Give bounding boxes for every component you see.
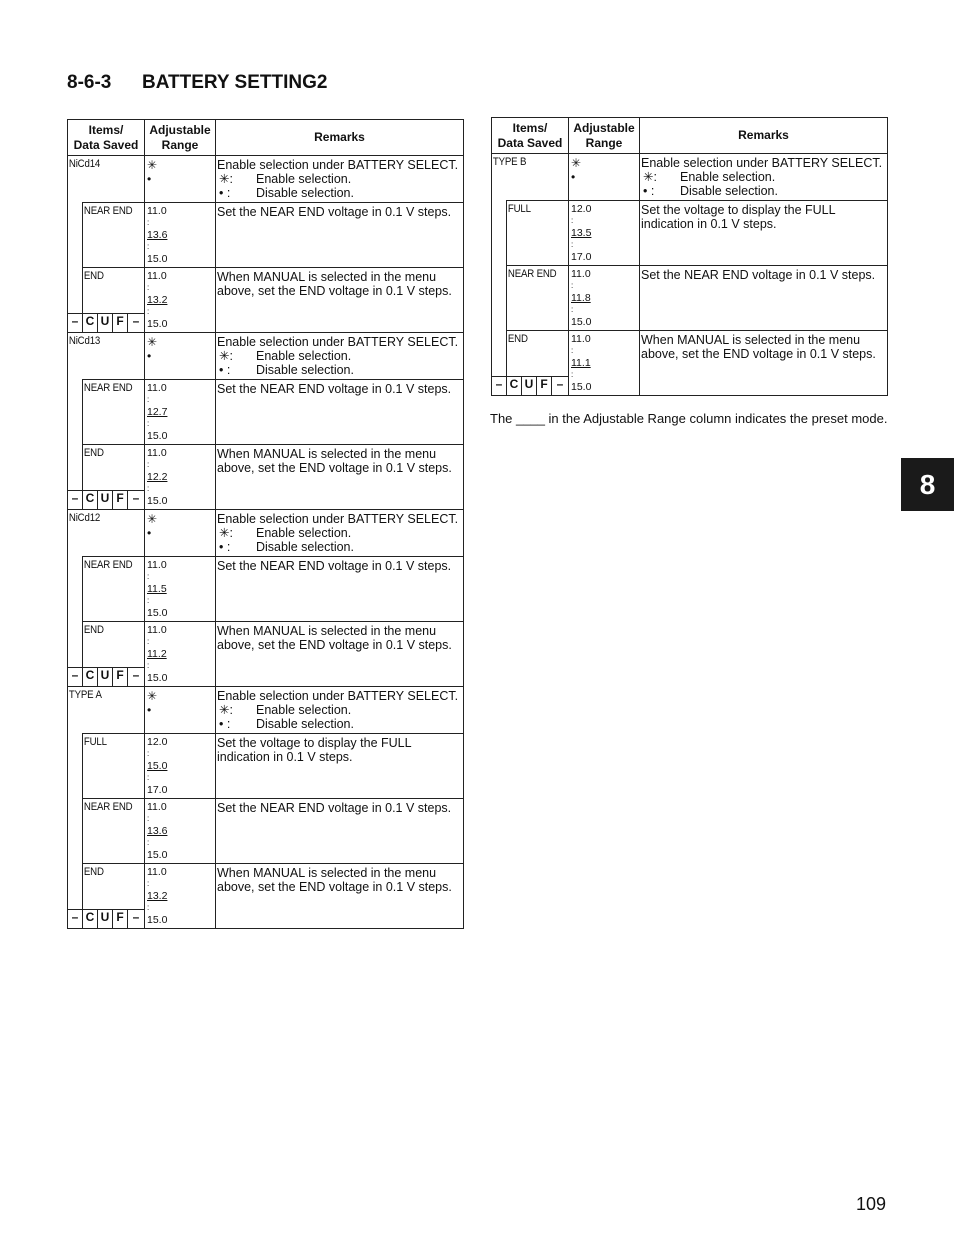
bullet-icon: • bbox=[147, 172, 152, 186]
sub-item-name: NEAR END bbox=[83, 559, 133, 571]
cuf-cell: F bbox=[537, 377, 552, 396]
preset-value: 13.2 bbox=[147, 890, 168, 902]
bullet-icon: • bbox=[147, 349, 152, 363]
sub-item-name: END bbox=[83, 866, 104, 878]
cuf-cell: F bbox=[113, 491, 128, 510]
page-number: 109 bbox=[856, 1194, 887, 1214]
table-row-main: NiCd14 ✳ • Enable selection under BATTERY SELECT. ✳: Enable selection. • : Disable selection. bbox=[68, 156, 464, 203]
sub-item-name: END bbox=[83, 447, 104, 459]
sub-item-name: NEAR END bbox=[83, 205, 133, 217]
cuf-cell: – bbox=[68, 668, 83, 687]
table-row-sub: NEAR END 11.0 : 11.5 : 15.0 Set the NEAR END voltage in 0.1 V steps. bbox=[68, 557, 464, 622]
asterisk-icon: ✳ bbox=[147, 158, 158, 172]
cuf-cell: – bbox=[68, 491, 83, 510]
cuf-cell: – bbox=[492, 377, 507, 396]
table-row-sub: NEAR END 11.0 : 12.7 : 15.0 Set the NEAR END voltage in 0.1 V steps. bbox=[68, 380, 464, 445]
bullet-icon: • bbox=[147, 703, 152, 717]
cuf-cell: C bbox=[83, 314, 98, 333]
cuf-cell: – bbox=[128, 491, 145, 510]
section-title: BATTERY SETTING2 bbox=[142, 72, 328, 93]
section-number: 8-6-3 bbox=[67, 72, 112, 93]
battery-table-right bbox=[491, 117, 888, 396]
sub-item-name: END bbox=[507, 333, 528, 345]
table-row-sub: END 11.0 : 12.2 : 15.0 When MANUAL is selected in the menu above, set the END voltage in 0.1 V steps. bbox=[68, 445, 464, 491]
cuf-cell: U bbox=[98, 491, 113, 510]
cuf-cell: F bbox=[113, 314, 128, 333]
sub-item-name: NEAR END bbox=[507, 268, 557, 280]
item-name: NiCd14 bbox=[68, 158, 101, 170]
header-items: Items/ Data Saved bbox=[68, 120, 145, 156]
cuf-cell: – bbox=[128, 910, 145, 929]
preset-note: The ____ in the Adjustable Range column indicates the preset mode. bbox=[490, 411, 888, 426]
bullet-icon: • bbox=[571, 170, 576, 184]
cuf-cell: – bbox=[552, 377, 569, 396]
preset-value: 13.2 bbox=[147, 294, 168, 306]
cuf-cell: C bbox=[83, 491, 98, 510]
table-row-sub: NEAR END 11.0 : 13.6 : 15.0 Set the NEAR END voltage in 0.1 V steps. bbox=[68, 799, 464, 864]
table-row-main: TYPE B ✳ • Enable selection under BATTERY SELECT. ✳: Enable selection. • : Disable selection. bbox=[492, 154, 888, 201]
table-row-sub: NEAR END 11.0 : 13.6 : 15.0 Set the NEAR END voltage in 0.1 V steps. bbox=[68, 203, 464, 268]
cuf-cell: F bbox=[113, 910, 128, 929]
item-name: TYPE B bbox=[492, 156, 527, 168]
preset-value: 11.5 bbox=[147, 583, 167, 595]
cuf-cell: C bbox=[83, 910, 98, 929]
table-row-main: NiCd12 ✳ • Enable selection under BATTERY SELECT. ✳: Enable selection. • : Disable selection. bbox=[68, 510, 464, 557]
sub-item-name: FULL bbox=[507, 203, 531, 215]
preset-value: 13.6 bbox=[147, 229, 168, 241]
cuf-cell: – bbox=[68, 910, 83, 929]
bullet-icon: • bbox=[147, 526, 152, 540]
sub-item-name: NEAR END bbox=[83, 382, 133, 394]
cuf-cell: C bbox=[83, 668, 98, 687]
table-row-main: TYPE A ✳ • Enable selection under BATTERY SELECT. ✳: Enable selection. • : Disable selection. bbox=[68, 687, 464, 734]
preset-value: 12.7 bbox=[147, 406, 168, 418]
cuf-cell: – bbox=[68, 314, 83, 333]
asterisk-icon: ✳ bbox=[571, 156, 582, 170]
table-row-sub: END 11.0 : 11.2 : 15.0 When MANUAL is selected in the menu above, set the END voltage in 0.1 V steps. bbox=[68, 622, 464, 668]
preset-value: 12.2 bbox=[147, 471, 168, 483]
table-row-sub: END 11.0 : 13.2 : 15.0 When MANUAL is selected in the menu above, set the END voltage in 0.1 V steps. bbox=[68, 268, 464, 314]
preset-value: 15.0 bbox=[147, 760, 168, 772]
item-name: TYPE A bbox=[68, 689, 102, 701]
item-name: NiCd13 bbox=[68, 335, 101, 347]
preset-value: 13.5 bbox=[571, 227, 592, 239]
preset-value: 11.1 bbox=[571, 357, 591, 369]
section-heading bbox=[67, 72, 327, 94]
sub-item-name: NEAR END bbox=[83, 801, 133, 813]
header-items: Items/ Data Saved bbox=[492, 118, 569, 154]
sub-item-name: END bbox=[83, 270, 104, 282]
asterisk-icon: ✳ bbox=[147, 689, 158, 703]
table-row-sub: FULL 12.0 : 15.0 : 17.0 Set the voltage to display the FULL indication in 0.1 V steps. bbox=[68, 734, 464, 799]
preset-value: 11.8 bbox=[571, 292, 591, 304]
cuf-cell: U bbox=[98, 910, 113, 929]
sub-item-name: FULL bbox=[83, 736, 107, 748]
cuf-cell: U bbox=[98, 668, 113, 687]
sub-item-name: END bbox=[83, 624, 104, 636]
item-name: NiCd12 bbox=[68, 512, 101, 524]
table-row-sub: END 11.0 : 13.2 : 15.0 When MANUAL is selected in the menu above, set the END voltage in 0.1 V steps. bbox=[68, 864, 464, 910]
cuf-cell: U bbox=[522, 377, 537, 396]
cuf-cell: U bbox=[98, 314, 113, 333]
table-row-sub: NEAR END 11.0 : 11.8 : 15.0 Set the NEAR END voltage in 0.1 V steps. bbox=[492, 266, 888, 331]
header-remarks: Remarks bbox=[640, 118, 888, 154]
cuf-cell: – bbox=[128, 668, 145, 687]
preset-value: 13.6 bbox=[147, 825, 168, 837]
header-remarks: Remarks bbox=[216, 120, 464, 156]
preset-value: 11.2 bbox=[147, 648, 167, 660]
chapter-tab: 8 bbox=[901, 458, 954, 511]
table-row-main: NiCd13 ✳ • Enable selection under BATTERY SELECT. ✳: Enable selection. • : Disable selection. bbox=[68, 333, 464, 380]
table-row-sub: END 11.0 : 11.1 : 15.0 When MANUAL is selected in the menu above, set the END voltage in 0.1 V steps. bbox=[492, 331, 888, 377]
cuf-cell: F bbox=[113, 668, 128, 687]
table-row-sub: FULL 12.0 : 13.5 : 17.0 Set the voltage to display the FULL indication in 0.1 V steps. bbox=[492, 201, 888, 266]
asterisk-icon: ✳ bbox=[147, 335, 158, 349]
cuf-cell: C bbox=[507, 377, 522, 396]
battery-table-left bbox=[67, 119, 464, 929]
header-range: Adjustable Range bbox=[569, 118, 640, 154]
asterisk-icon: ✳ bbox=[147, 512, 158, 526]
header-range: Adjustable Range bbox=[145, 120, 216, 156]
cuf-cell: – bbox=[128, 314, 145, 333]
